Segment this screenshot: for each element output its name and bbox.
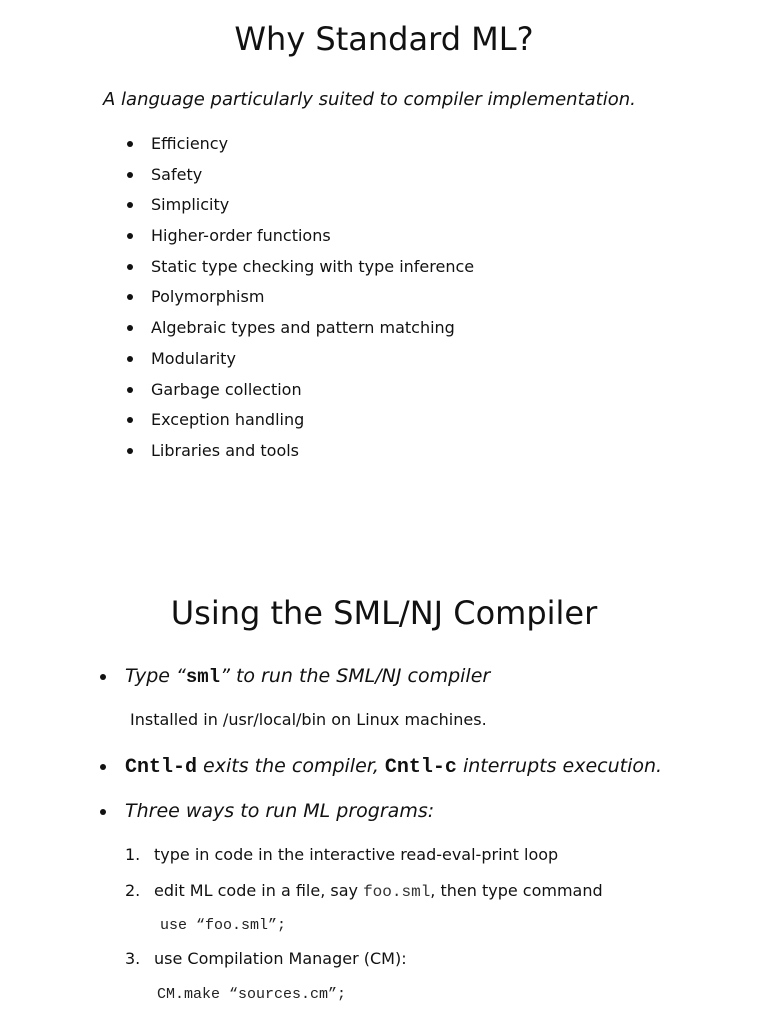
install-note: Installed in /usr/local/bin on Linux machines. (130, 710, 487, 729)
list-item: Static type checking with type inference (127, 252, 474, 283)
bullet-icon (127, 417, 133, 423)
code-foo-sml: foo.sml (363, 883, 431, 901)
feature-list (127, 129, 474, 467)
bullet-icon (127, 448, 133, 454)
bullet-icon (127, 172, 133, 178)
list-item: Exception handling (127, 405, 474, 436)
code-cntl-c: Cntl-c (384, 756, 457, 779)
list-item: Simplicity (127, 190, 474, 221)
code-use-foo: use “foo.sml”; (160, 917, 287, 934)
slide2-title: Using the SML/NJ Compiler (170, 594, 598, 632)
bullet-icon (100, 764, 106, 770)
code-sml: sml (185, 666, 221, 688)
list-item: Algebraic types and pattern matching (127, 313, 474, 344)
bullet-icon (127, 325, 133, 331)
list-item: Modularity (127, 344, 474, 375)
bullet-icon (127, 294, 133, 300)
code-cntl-d: Cntl-d (125, 756, 198, 779)
slide1-title: Why Standard ML? (234, 20, 534, 58)
numbered-item-3: 3. use Compilation Manager (CM): (125, 949, 407, 968)
list-item: Higher-order functions (127, 221, 474, 252)
bullet-icon (127, 356, 133, 362)
bullet-icon (127, 141, 133, 147)
list-item: Garbage collection (127, 375, 474, 406)
numbered-item-1: 1. type in code in the interactive read-eval-print loop (125, 845, 559, 864)
list-item: Libraries and tools (127, 436, 474, 467)
bullet-icon (127, 202, 133, 208)
bullet-text: Three ways to run ML programs: (125, 800, 435, 822)
list-item: Polymorphism (127, 282, 474, 313)
list-item: Safety (127, 160, 474, 191)
bullet-icon (100, 809, 106, 815)
bullet-icon (127, 387, 133, 393)
bullet-text: Type “sml” to run the SML/NJ compiler (125, 665, 491, 688)
numbered-item-2: 2. edit ML code in a file, say foo.sml, then type command (125, 881, 603, 901)
slide1-subtitle: A language particularly suited to compiler implementation. (103, 89, 636, 110)
list-item: Efficiency (127, 129, 474, 160)
code-cm-make: CM.make “sources.cm”; (157, 986, 347, 1003)
bullet-text: Cntl-d exits the compiler, Cntl-c interrupts execution. (125, 755, 663, 779)
bullet-icon (100, 674, 106, 680)
bullet-icon (127, 264, 133, 270)
bullet-icon (127, 233, 133, 239)
